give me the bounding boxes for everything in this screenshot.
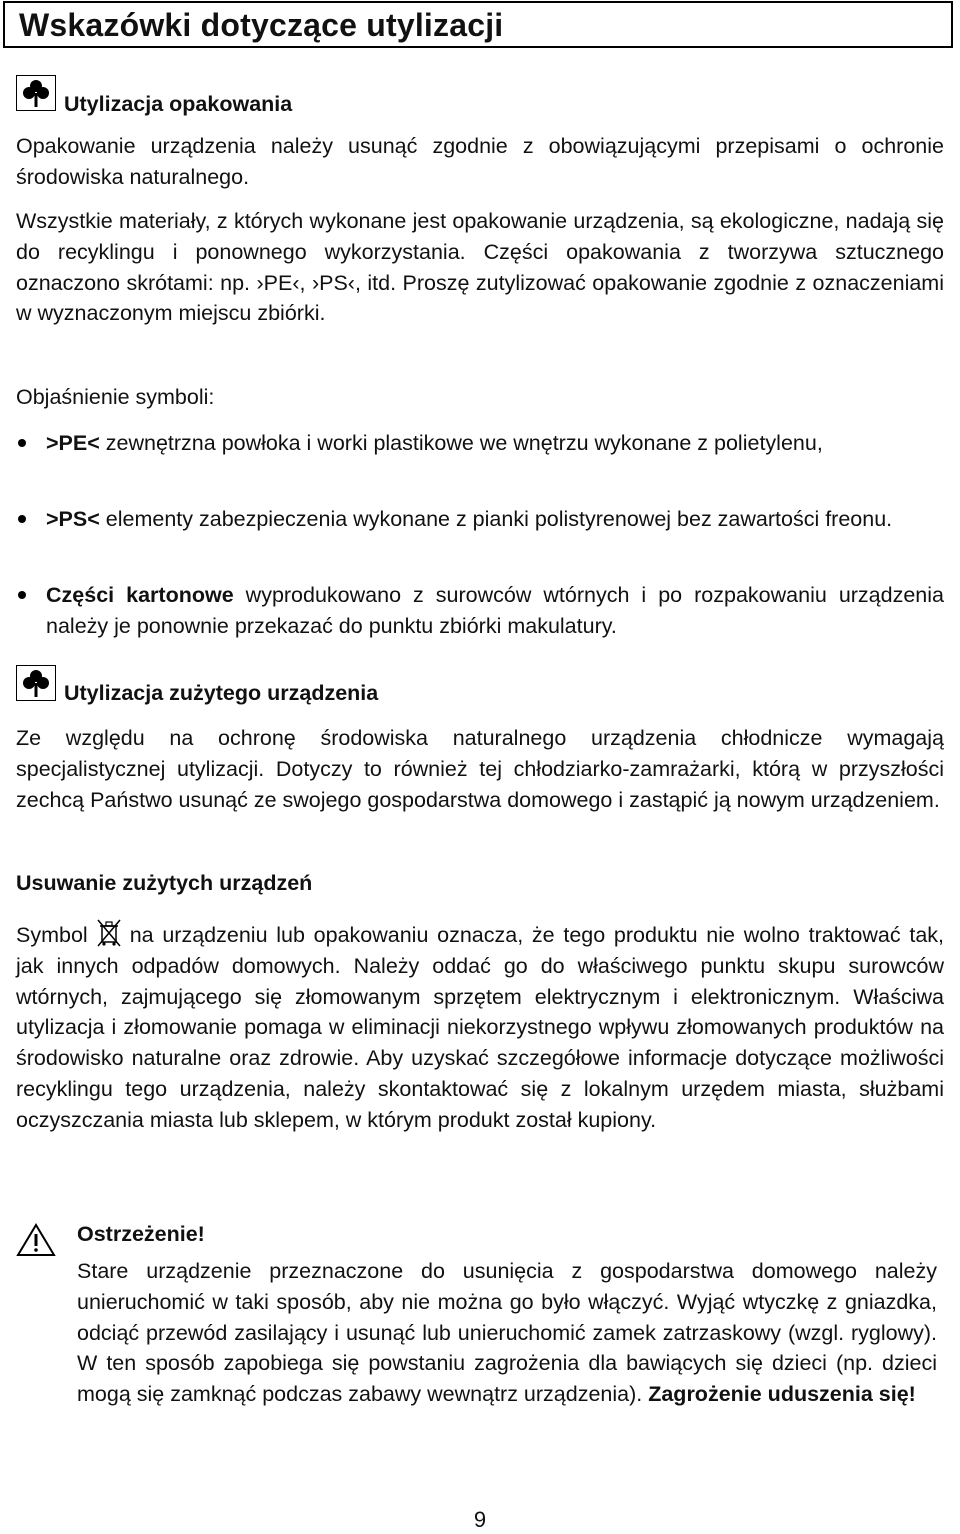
bullet-icon bbox=[18, 515, 26, 523]
paragraph-removal bbox=[16, 918, 944, 1136]
symbols-intro: Objaśnienie symboli: bbox=[16, 385, 215, 409]
removal-text: na urządzeniu lub opakowaniu oznacza, że tego produktu nie wolno traktować tak, jak innych odpadów domowych. Należy oddać go do właściwego punktu skupu surowców wtórnych, zajmującego się złomowanym sprzętem elektrycznym i elektronicznym. Właściwa utylizacja i złomowanie pomaga w eliminacji niekorzystnego wpływu złomowanych produktów na środowisko naturalne oraz zdrowie. Aby uzyskać szczegółowe informacje dotyczące możliwości recyklingu tego urządzenia, należy skontaktować się z lokalnym urzędem miasta, służbami oczyszczania miasta lub sklepem, w którym produkt został kupiony. bbox=[16, 923, 944, 1132]
warning-body: Stare urządzenie przeznaczone do usunięcia z gospodarstwa domowego należy unieruchomić w taki sposób, aby nie można go było włączyć. Wyjąć wtyczkę z gniazdka, odciąć przewód zasilający i usunąć lub unieruchomić zamek zatrzaskowy (wzgl. ryglowy). W ten sposób zapobiega się powstaniu zagrożenia dla bawiących się dzieci (np. dzieci mogą się zamknąć podczas zabawy wewnątrz urządzenia). bbox=[77, 1259, 937, 1407]
symbol-word: Symbol bbox=[16, 923, 88, 947]
section-heading-device: Utylizacja zużytego urządzenia bbox=[64, 681, 379, 705]
paragraph-packaging-materials: Wszystkie materiały, z których wykonane jest opakowanie urządzenia, są ekologiczne, nadają się do recyklingu i ponownego wykorzystania. Części opakowania z tworzywa sztucznego oznaczono skrótami: np. ›PE‹, ›PS‹, itd. Proszę zutylizować opakowanie zgodnie z oznaczeniami w wyznaczonym miejscu zbiórki. bbox=[16, 209, 944, 326]
paragraph-packaging-intro: Opakowanie urządzenia należy usunąć zgodnie z obowiązującymi przepisami o ochronie środowiska naturalnego. bbox=[16, 134, 944, 189]
list-item bbox=[16, 504, 944, 535]
bullet-term: Części kartonowe bbox=[46, 583, 234, 607]
warning-triangle-icon bbox=[16, 1223, 56, 1257]
bullet-icon bbox=[18, 439, 26, 447]
bullet-term: >PS< bbox=[46, 507, 100, 531]
section-heading-packaging: Utylizacja opakowania bbox=[64, 92, 293, 116]
warning-heading: Ostrzeżenie! bbox=[77, 1222, 205, 1246]
crossed-out-bin-icon bbox=[94, 918, 124, 948]
warning-emphasis: Zagrożenie uduszenia się! bbox=[648, 1382, 916, 1407]
bullet-term: >PE< bbox=[46, 431, 100, 455]
page-title: Wskazówki dotyczące utylizacji bbox=[19, 7, 504, 43]
paragraph-device: Ze względu na ochronę środowiska naturalnego urządzenia chłodnicze wymagają specjalistycznej utylizacji. Dotyczy to również tej chłodziarko-zamrażarki, którą w przyszłości zechcą Państwo usunąć ze swojego gospodarstwa domowego i zastąpić ją nowym urządzeniem. bbox=[16, 726, 944, 812]
page-number: 9 bbox=[473, 1507, 487, 1532]
section-heading-removal: Usuwanie zużytych urządzeń bbox=[16, 871, 313, 895]
bullet-text: wyprodukowano z surowców wtórnych i po rozpakowaniu urządzenia należy je ponownie przekazać do punktu zbiórki makulatury. bbox=[46, 583, 944, 638]
list-item bbox=[16, 580, 944, 642]
warning-text bbox=[77, 1256, 937, 1410]
bullet-text: zewnętrzna powłoka i worki plastikowe we wnętrzu wykonane z polietylenu, bbox=[99, 431, 823, 455]
page-title-box bbox=[3, 1, 953, 48]
bullet-text: elementy zabezpieczenia wykonane z pianki polistyrenowej bez zawartości freonu. bbox=[99, 507, 893, 531]
list-item bbox=[16, 428, 944, 459]
shamrock-recycling-icon bbox=[16, 665, 56, 701]
shamrock-recycling-icon bbox=[16, 75, 56, 111]
bullet-icon bbox=[18, 591, 26, 599]
